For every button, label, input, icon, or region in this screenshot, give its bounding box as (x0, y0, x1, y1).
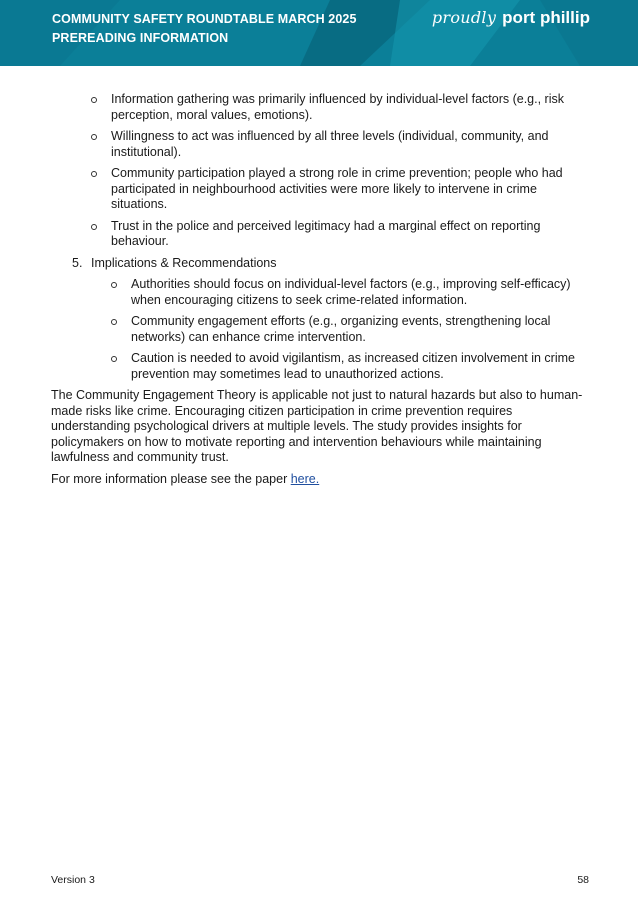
list-item (51, 166, 591, 213)
list-item (51, 314, 591, 345)
list-item-text: Information gathering was primarily influenced by individual-level factors (e.g., risk perception, moral values, emotions). (111, 92, 564, 122)
list-item-text: Willingness to act was influenced by all three levels (individual, community, and institutional). (111, 129, 549, 159)
page-content (51, 92, 591, 493)
circle-bullet-icon (91, 171, 97, 177)
circle-bullet-icon (111, 282, 117, 288)
page-number: 58 (577, 874, 589, 886)
list-item-text: Community participation played a strong role in crime prevention; people who had participated in neighbourhood activities were more likely to intervene in crime situations. (111, 166, 563, 211)
paper-link[interactable]: here. (290, 471, 320, 486)
findings-list (51, 92, 591, 250)
list-item (51, 92, 591, 123)
header-title-line2: PREREADING INFORMATION (52, 31, 229, 45)
port-phillip-logo (432, 8, 590, 34)
summary-paragraph: The Community Engagement Theory is applicable not just to natural hazards but also to human-made risks like crime. Encouraging citizen participation in crime prevention requires understanding psychological drivers at multiple levels. The study provides insights for policymakers on how to motivate reporting and intervention behaviours while maintaining lawfulness and community trust. (51, 388, 583, 464)
more-info-text: For more information please see the paper (51, 471, 291, 486)
recommendations-list (51, 277, 591, 382)
header-titles (52, 10, 357, 48)
page-footer (51, 874, 589, 886)
list-item (51, 219, 591, 250)
logo-name: port phillip (502, 8, 590, 27)
logo-script: proudly (431, 8, 497, 27)
list-item-text: Trust in the police and perceived legitimacy had a marginal effect on reporting behaviour. (111, 218, 541, 248)
section-title: Implications & Recommendations (91, 255, 277, 270)
section-number: 5. (72, 255, 83, 270)
version-label: Version 3 (51, 874, 95, 886)
list-item (51, 129, 591, 160)
circle-bullet-icon (91, 97, 97, 103)
list-item-text: Caution is needed to avoid vigilantism, as increased citizen involvement in crime prevention may sometimes lead to unauthorized actions. (131, 351, 575, 381)
page-header (0, 0, 638, 66)
more-info-paragraph (51, 472, 591, 488)
circle-bullet-icon (91, 224, 97, 230)
section-5-heading (51, 256, 591, 272)
list-item (51, 277, 591, 308)
circle-bullet-icon (111, 356, 117, 362)
list-item-text: Authorities should focus on individual-level factors (e.g., improving self-efficacy) when encouraging citizens to seek crime-related information. (131, 277, 571, 307)
list-item-text: Community engagement efforts (e.g., organizing events, strengthening local networks) can enhance crime intervention. (131, 314, 551, 344)
circle-bullet-icon (91, 134, 97, 140)
list-item (51, 351, 591, 382)
circle-bullet-icon (111, 319, 117, 325)
header-title-line1: COMMUNITY SAFETY ROUNDTABLE MARCH 2025 (52, 12, 357, 26)
